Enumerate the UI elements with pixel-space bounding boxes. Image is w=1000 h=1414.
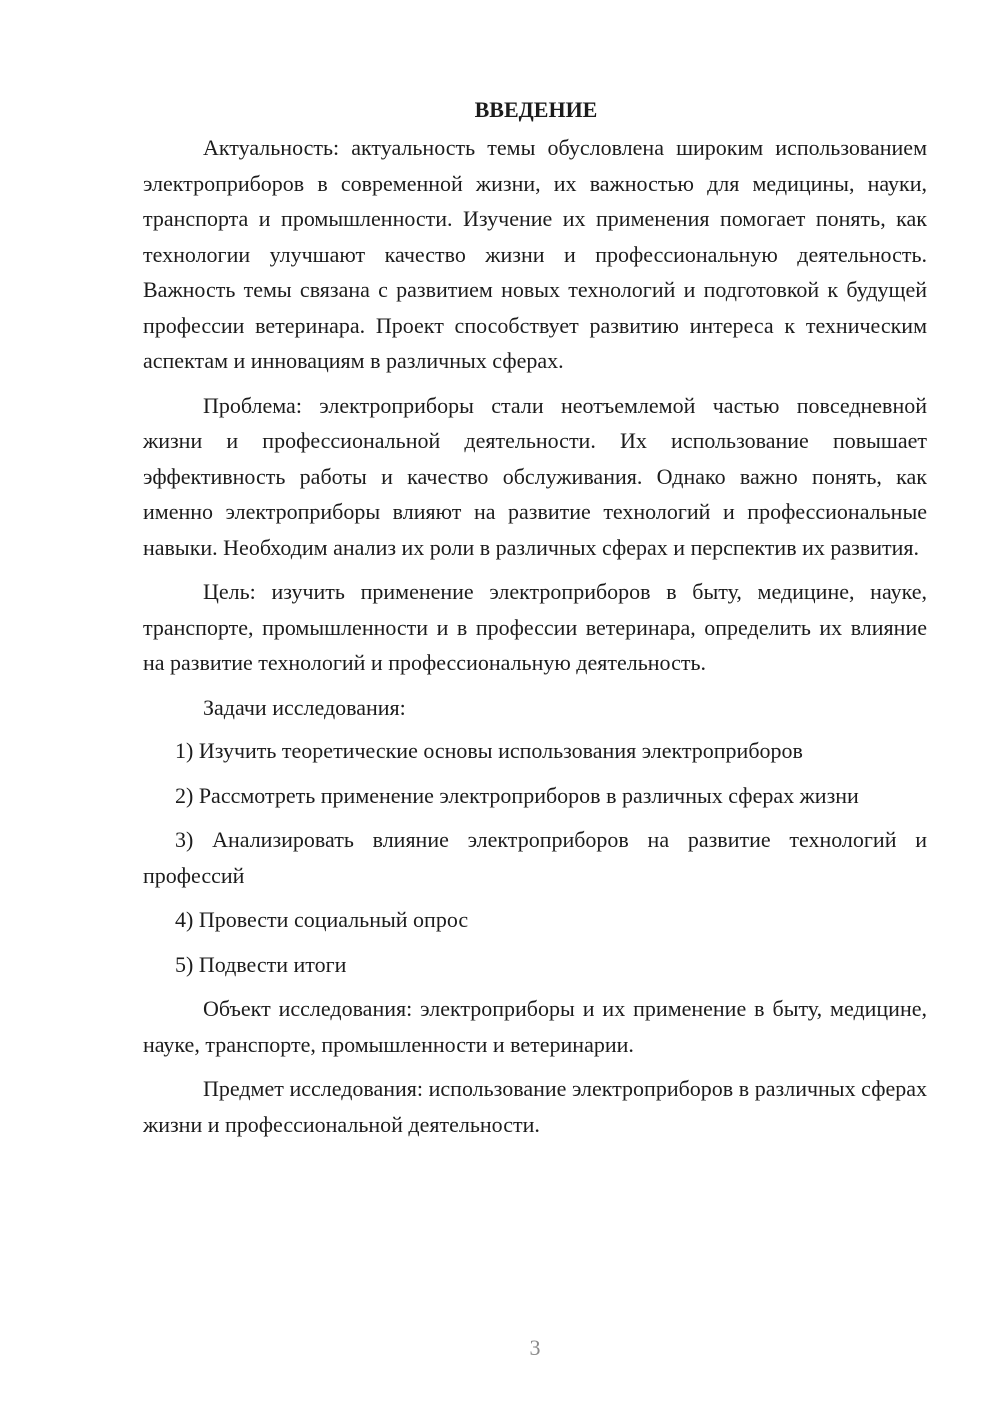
goal-paragraph: Цель: изучить применение электроприборов в быту, медицине, науке, транспорте, промышленности и в профессии ветеринара, определить их влияние на развитие технологий и профессиональную деятельность. bbox=[143, 579, 927, 675]
page-number: 3 bbox=[529, 1335, 541, 1360]
object-paragraph: Объект исследования: электроприборы и их применение в быту, медицине, науке, транспорте, промышленности и ветеринарии. bbox=[143, 996, 927, 1057]
document-page bbox=[143, 95, 927, 1142]
task-item-2: 2) Рассмотреть применение электроприборов в различных сферах жизни bbox=[175, 782, 859, 808]
problem-paragraph: Проблема: электроприборы стали неотъемлемой частью повседневной жизни и профессиональной деятельности. Их использование повышает эффективность работы и качество обслуживания. Однако важно понять, как именно электроприборы влияют на развитие технологий и профессиональные навыки. Необходим анализ их роли в различных сферах и перспектив их развития. bbox=[143, 392, 927, 560]
subject-paragraph: Предмет исследования: использование электроприборов в различных сферах жизни и профессиональной деятельности. bbox=[143, 1076, 927, 1137]
task-item-5: 5) Подвести итоги bbox=[175, 951, 347, 977]
tasks-heading: Задачи исследования: bbox=[203, 694, 406, 720]
task-item-3: 3) Анализировать влияние электроприборов на развитие технологий и профессий bbox=[143, 827, 927, 888]
relevance-paragraph: Актуальность: актуальность темы обусловлена широким использованием электроприборов в современной жизни, их важностью для медицины, науки, транспорта и промышленности. Изучение их применения помогает понять, как технологии улучшают качество жизни и профессиональную деятельность. Важность темы связана с развитием новых технологий и подготовкой к будущей профессии ветеринара. Проект способствует развитию интереса к техническим аспектам и инновациям в различных сферах. bbox=[143, 135, 927, 373]
page-title: ВВЕДЕНИЕ bbox=[474, 97, 598, 122]
task-item-1: 1) Изучить теоретические основы использования электроприборов bbox=[175, 738, 803, 763]
task-item-4: 4) Провести социальный опрос bbox=[175, 907, 469, 932]
